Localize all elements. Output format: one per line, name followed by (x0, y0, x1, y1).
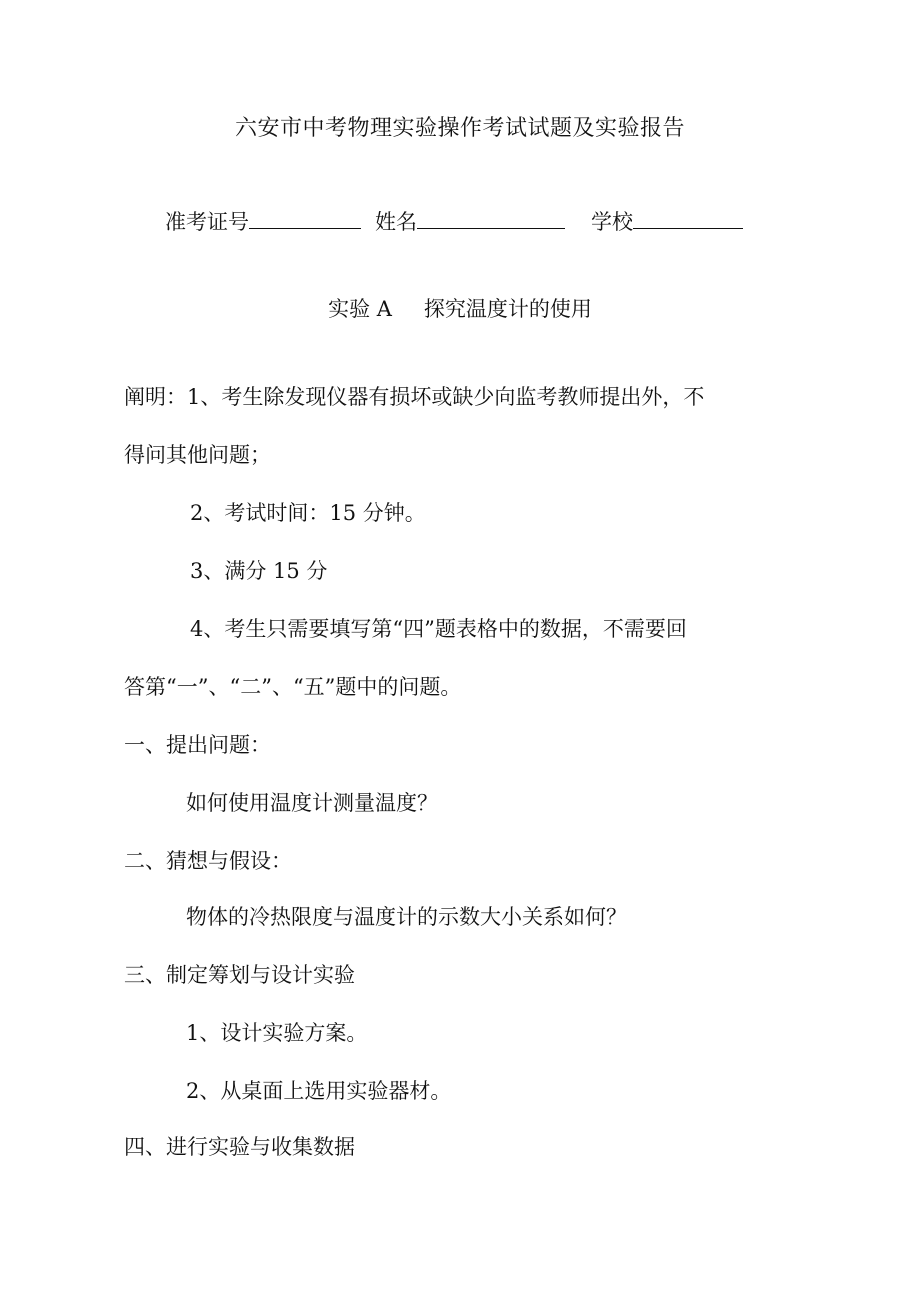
note-1-line-1: 阐明：1、考生除发现仪器有损坏或缺少向监考教师提出外，不 (124, 385, 705, 409)
name-label: 姓名 (375, 210, 417, 234)
section-3-heading: 三、制定筹划与设计实验 (124, 963, 355, 987)
note-1-line-2: 得问其他问题； (124, 443, 271, 467)
note-3: 3、满分 15 分 (190, 559, 328, 583)
candidate-info-row (165, 206, 743, 237)
section-4-heading: 四、进行实验与收集数据 (124, 1135, 355, 1159)
section-1-heading: 一、提出问题： (124, 733, 271, 757)
note-4-line-2: 答第“一”、“二”、“五”题中的问题。 (124, 675, 462, 699)
document-title: 六安市中考物理实验操作考试试题及实验报告 (234, 116, 685, 141)
note-4-line-1: 4、考生只需要填写第“四”题表格中的数据，不需要回 (190, 617, 687, 641)
school-blank (633, 206, 743, 229)
experiment-name: 探究温度计的使用 (423, 297, 592, 321)
name-blank (417, 206, 565, 229)
experiment-title (0, 294, 920, 324)
note-2: 2、考试时间：15 分钟。 (190, 501, 426, 525)
school-label: 学校 (591, 210, 633, 234)
section-3-item-1: 1、设计实验方案。 (186, 1021, 368, 1045)
exam-number-label: 准考证号 (165, 210, 249, 234)
experiment-code: 实验 A (328, 297, 392, 321)
section-3-item-2: 2、从桌面上选用实验器材。 (186, 1079, 452, 1103)
section-2-heading: 二、猜想与假设： (124, 849, 292, 873)
section-1-body: 如何使用温度计测量温度？ (186, 791, 438, 815)
section-2-body: 物体的冷热限度与温度计的示数大小关系如何？ (186, 905, 627, 929)
exam-number-blank (249, 206, 361, 229)
